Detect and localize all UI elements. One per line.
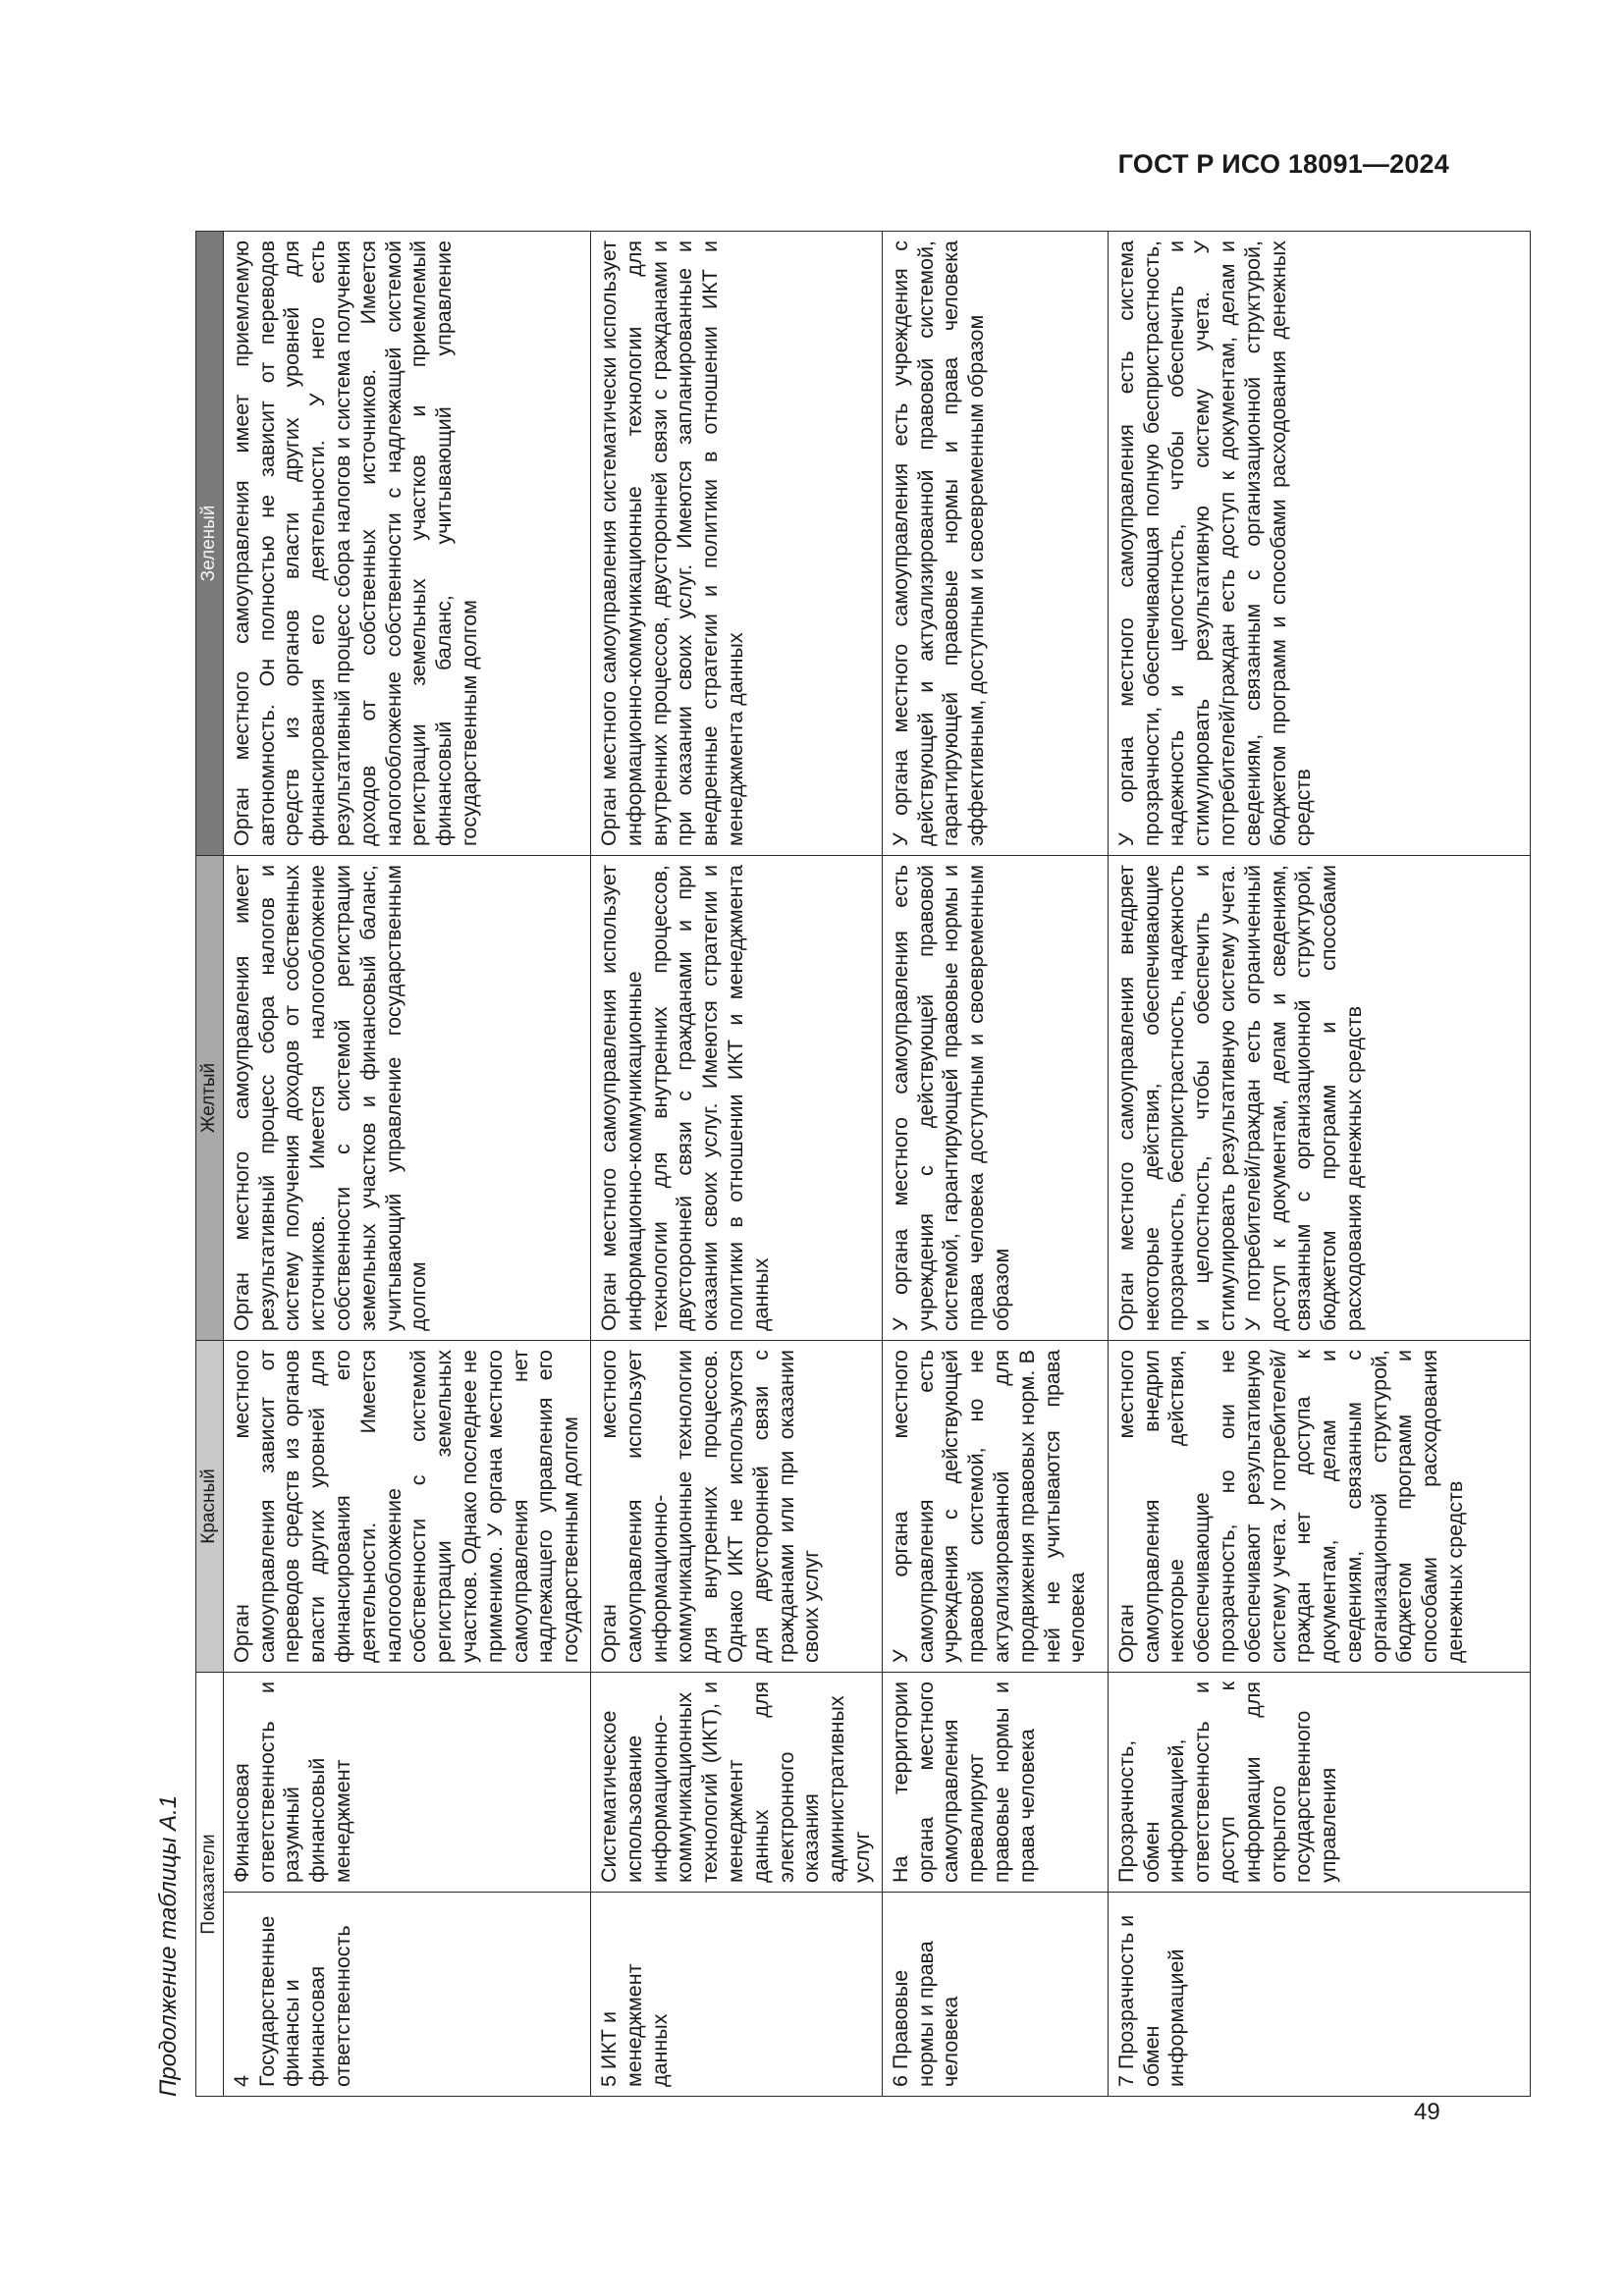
header-red: Красный bbox=[196, 1340, 224, 1672]
cell-red: Орган местного самоуправления внедрил некоторые действия, обеспечивающие прозрачность, но они не обеспечивают результативную систему учета. У потребителей/граждан нет доступа к документам, делам и сведениям, связанным с организационной структурой, бюджетом программ и способами расходования денежных средств bbox=[1108, 1340, 1530, 1672]
table-row bbox=[882, 231, 1108, 2096]
cell-yellow: Орган местного самоуправления внедряет некоторые действия, обеспечивающие прозрачность, беспристрастность, надежность и целостность, чтобы обеспечить и стимулировать результативную систему учета. У потребителей/граждан есть ограниченный доступ к документам, делам и сведениям, связанным с организационной структурой, бюджетом программ и способами расходования денежных средств bbox=[1108, 855, 1530, 1340]
cell-red: Орган местного самоуправления зависит от переводов средств из органов власти других уровней для финансирования его деятельности. Имеется налогообложение собственности с системой регистрации земельных участков. Однако последнее не применимо. У органа местного самоуправления нет надлежащего управления его государственным долгом bbox=[223, 1340, 590, 1672]
row-indicator: Систематическое использование информационно-коммуникационных технологий (ИКТ), и менеджмент данных для электронного оказания административных услуг bbox=[590, 1672, 882, 1892]
row-topic: 4 Государственные финансы и финансовая ответственность bbox=[223, 1893, 590, 2097]
table-header-row bbox=[196, 231, 224, 2096]
cell-red: Орган местного самоуправления использует информационно-коммуникационные технологии для внутренних процессов. Однако ИКТ не используются для двусторонней связи с гражданами или при оказании своих услуг bbox=[590, 1340, 882, 1672]
row-topic: 7 Прозрачность и обмен информацией bbox=[1108, 1893, 1530, 2097]
row-indicator: На территории органа местного самоуправления превалируют правовые нормы и права человека bbox=[882, 1672, 1108, 1892]
row-indicator: Финансовая ответственность и разумный финансовый менеджмент bbox=[223, 1672, 590, 1892]
document-standard-header: ГОСТ Р ИСО 18091—2024 bbox=[1117, 149, 1449, 179]
rotated-table-frame bbox=[148, 232, 1491, 2097]
table-row bbox=[223, 231, 590, 2096]
cell-green: Орган местного самоуправления систематически использует информационно-коммуникационные технологии для внутренних процессов, двусторонней связи с гражданами и при оказании своих услуг. Имеются запланированные и внедренные стратегии и политики в отношении ИКТ и менеджмента данных bbox=[590, 231, 882, 855]
row-indicator: Прозрачность, обмен информацией, ответственность и доступ к информации для открытого государственного управления bbox=[1108, 1672, 1530, 1892]
table-row bbox=[1108, 231, 1530, 2096]
cell-red: У органа местного самоуправления есть учреждения с действующей правовой системой, но не актуализированной для продвижения правовых норм. В ней не учитываются права человека bbox=[882, 1340, 1108, 1672]
cell-yellow: У органа местного самоуправления есть учреждения с действующей правовой системой, гарантирующей правовые нормы и права человека доступным и своевременным образом bbox=[882, 855, 1108, 1340]
row-topic: 6 Правовые нормы и права человека bbox=[882, 1893, 1108, 2097]
cell-yellow: Орган местного самоуправления имеет результативный процесс сбора налогов и систему получения доходов от собственных источников. Имеется налогообложение собственности с системой регистрации земельных участков и финансовый баланс, учитывающий управление государственным долгом bbox=[223, 855, 590, 1340]
table-caption: Продолжение таблицы А.1 bbox=[155, 1794, 182, 2097]
table-row bbox=[590, 231, 882, 2096]
cell-yellow: Орган местного самоуправления использует информационно-коммуникационные технологии для внутренних процессов, двусторонней связи с гражданами и при оказании своих услуг. Имеются стратегии и политики в отношении ИКТ и менеджмента данных bbox=[590, 855, 882, 1340]
row-topic: 5 ИКТ и менеджмент данных bbox=[590, 1893, 882, 2097]
header-indicator: Показатели bbox=[196, 1672, 224, 2096]
cell-green: Орган местного самоуправления имеет приемлемую автономность. Он полностью не зависит от переводов средств из органов власти других уровней для финансирования его деятельности. У него есть результативный процесс сбора налогов и система получения доходов от собственных источников. Имеется налогообложение собственности с надлежащей системой регистрации земельных участков и приемлемый финансовый баланс, учитывающий управление государственным долгом bbox=[223, 231, 590, 855]
cell-green: У органа местного самоуправления есть учреждения с действующей и актуализированной правовой системой, гарантирующей правовые нормы и права человека эффективным, доступным и своевременным образом bbox=[882, 231, 1108, 855]
assessment-table bbox=[195, 231, 1531, 2097]
page-number: 49 bbox=[1414, 2099, 1440, 2125]
cell-green: У органа местного самоуправления есть система прозрачности, обеспечивающая полную беспристрастность, надежность и целостность, чтобы обеспечить и стимулировать результативную систему учета. У потребителей/граждан есть доступ к документам, делам и сведениям, связанным с организационной структурой, бюджетом программ и способами расходования денежных средств bbox=[1108, 231, 1530, 855]
header-yellow: Желтый bbox=[196, 855, 224, 1340]
header-green: Зеленый bbox=[196, 231, 224, 855]
